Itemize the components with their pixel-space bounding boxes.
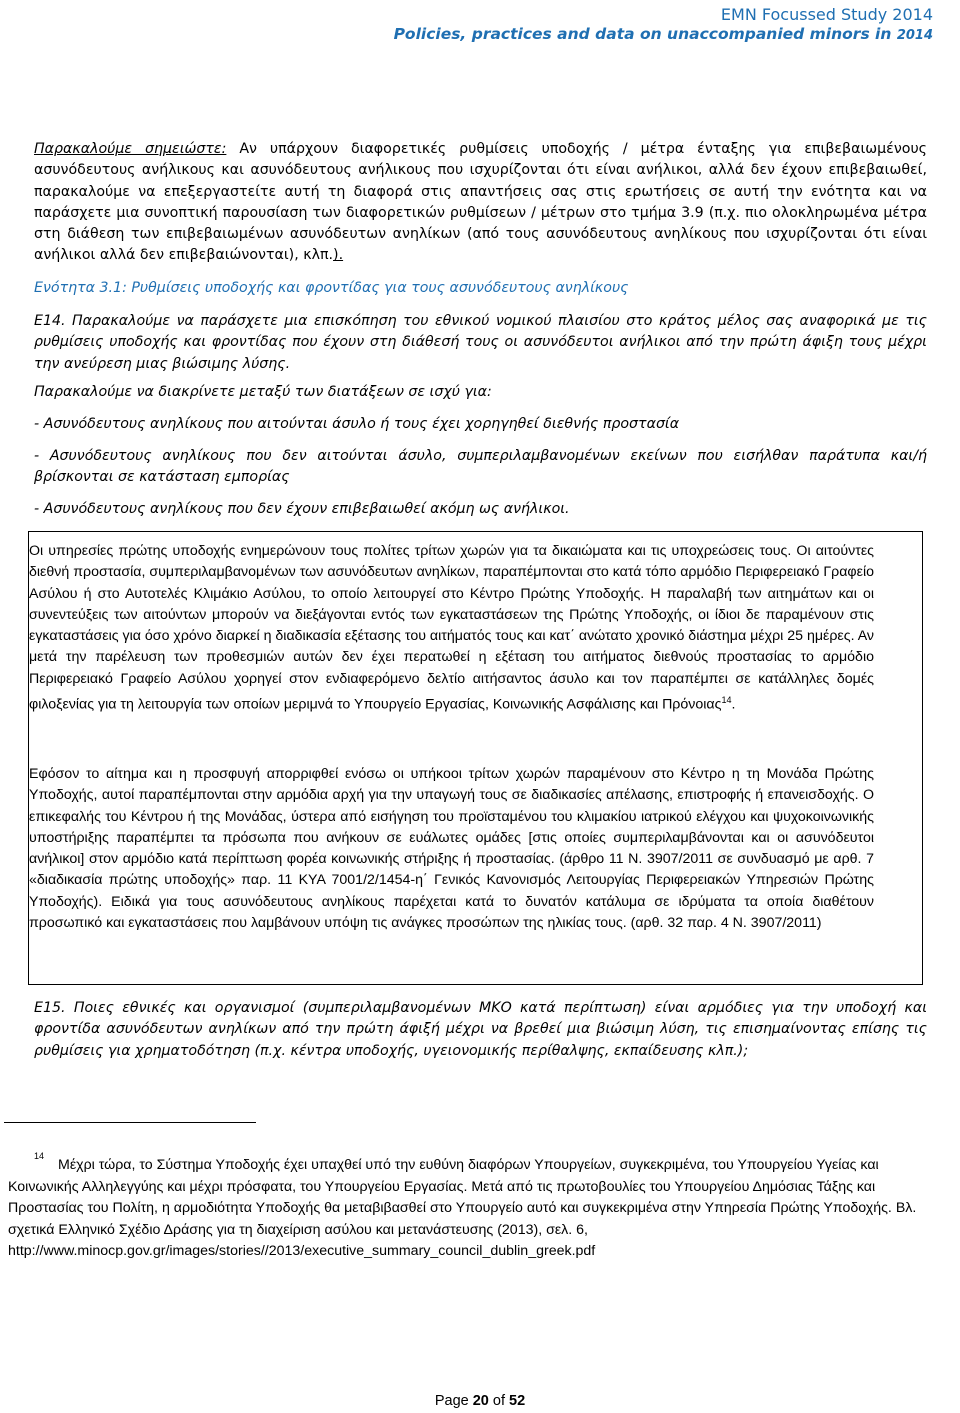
footnote-divider — [4, 1122, 256, 1123]
footnote-reference[interactable]: 14 — [721, 695, 732, 706]
note-tail: ). — [333, 247, 344, 264]
question-14-distinguish: Παρακαλούμε να διακρίνετε μεταξύ των διατάξεων σε ισχύ για: — [34, 384, 492, 400]
footnote-text: Μέχρι τώρα, το Σύστημα Υποδοχής έχει υπαχθεί υπό την ευθύνη διαφόρων Υπουργείων, συγκεκριμένα, του Υπουργείου Υγείας και Κοινωνικής Αλληλεγγύης και μέχρι πρόσφατα, του Υπουργείου Εργασίας. Μετά από τις πρωτοβουλίες του Υπουργείου Δημόσιας Τάξης και Προστασίας του Πολίτη, η αρμοδιότητα Υποδοχής θα μεταβιβασθεί στο Υπουργείο αυτό και συγκεκριμένα στην Υπηρεσία Πρώτης Υποδοχής. Βλ. σχετικά Ελληνικό Σχέδιο Δράσης για τη διαχείριση ασύλου και μετανάστευσης (2013), σελ. 6, — [8, 1157, 917, 1238]
footnote — [8, 1155, 928, 1263]
note-text: Αν υπάρχουν διαφορετικές ρυθμίσεις υποδοχής / μέτρα ένταξης για επιβεβαιωμένους ασυνόδευτους ανήλικους και ασυνόδευτους ανήλικους που ισχυρίζονται ότι είναι ανήλικοι, αλλά δεν έχουν επιβεβαιωθεί, παρακαλούμε να επεξεργαστείτε αυτή τη διαφορά στις απαντήσεις σας στις ερωτήσεις σε αυτή την ενότητα και να παράσχετε μια συνοπτική παρουσίαση των διαφορετικών ρυθμίσεων / μέτρων στο τμήμα 3.9 (π.χ. πιο ολοκληρωμένα μέτρα στη διάθεση των επιβεβαιωμένων ασυνόδευτων ανηλίκων (από τους ασυνόδευτους ανηλίκους που ισχυρίζονται ότι είναι ανήλικοι αλλά δεν επιβεβαιώνονται), κλπ. — [34, 141, 927, 264]
question-15: Ε15. Ποιες εθνικές και οργανισμοί (συμπεριλαμβανομένων ΜΚΟ κατά περίπτωση) είναι αρμόδιες για την υποδοχή και φροντίδα ασυνόδευτων ανηλίκων από την πρώτη άφιξή μέχρι να βρεθεί μια βιώσιμη λύση, τις επισημαίνοντας επίσης τις ρυθμίσεις για χρηματοδότηση (π.χ. κέντρα υποδοχής, υγειονομικής περίθαλψης, εκπαίδευσης κλπ.); — [34, 1000, 927, 1059]
header-subtitle-year: 2014 — [896, 28, 933, 43]
page-footer — [0, 1393, 960, 1409]
answer-paragraph-1-end: . — [731, 696, 736, 713]
header-subtitle — [394, 24, 933, 46]
note-paragraph — [34, 139, 927, 267]
footnote-number-sup: 14 — [34, 1151, 45, 1161]
question-14-item-1: - Ασυνόδευτους ανηλίκους που αιτούνται άσυλο ή τους έχει χορηγηθεί διεθνής προστασία — [34, 416, 680, 432]
answer-paragraph-1 — [29, 541, 874, 716]
page-label: Page — [434, 1393, 473, 1409]
question-14-item-2: - Ασυνόδευτους ανηλίκους που δεν αιτούνται άσυλο, συμπεριλαμβανομένων εκείνων που εισήλθαν παράτυπα και/ή βρίσκονται σε κατάσταση εμπορίας — [34, 448, 927, 486]
question-14-item-3: - Ασυνόδευτους ανηλίκους που δεν έχουν επιβεβαιωθεί ακόμη ως ανήλικοι. — [34, 501, 570, 517]
answer-paragraph-2: Εφόσον το αίτημα και η προσφυγή απορριφθεί ενόσω οι υπήκοοι τρίτων χωρών παραμένουν στο Κέντρο η τη Μονάδα Πρώτης Υποδοχής, αυτοί παραπέμπονται στην αρμόδια αρχή για την υπαγωγή τους σε διαδικασίες απέλασης, επιστροφής ή επανεισδοχής. Ο επικεφαλής του Κέντρου ή της Μονάδας, ύστερα από εισήγηση του προϊσταμένου του κλιμακίου ιατρικού ελέγχου και ψυχοκοινωνικής υποστήριξης παραπέμπει τα πρόσωπα που ανήκουν σε ευάλωτες ομάδες [στις οποίες συμπεριλαμβάνονται και οι ασυνόδευτοι ανήλικοι] στον αρμόδιο κατά περίπτωση φορέα κοινωνικής στήριξης ή προστασίας. (άρθρο 11 Ν. 3907/2011 σε συνδυασμό με αρθ. 7 «διαδικασία πρώτης υποδοχής» παρ. 11 ΚΥΑ 7001/2/1454-η΄ Γενικός Κανονισμός Λειτουργίας Περιφερειακών Υπηρεσιών Πρώτης Υποδοχής). Ειδικά για τους ασυνόδευτους ανηλίκους παρέχεται κατά το δυνατόν κατάλυμα σε ιδρύματα τα οποία διαθέτουν προσωπικό και εγκαταστάσεις που λαμβάνουν υπόψη τις ανάγκες προσώπων της ηλικίας τους. (αρθ. 32 παρ. 4 Ν. 3907/2011) — [29, 766, 874, 932]
header-subtitle-text: Policies, practices and data on unaccompanied minors in — [393, 25, 897, 43]
footnote-url[interactable]: http://www.minocp.gov.gr/images/stories//2013/executive_summary_council_dublin_greek.pdf — [8, 1243, 596, 1259]
page-of-label: of — [488, 1393, 510, 1409]
note-label: Παρακαλούμε σημειώστε: — [34, 141, 227, 157]
question-14: Ε14. Παρακαλούμε να παράσχετε μια επισκόπηση του εθνικού νομικού πλαισίου στο κράτος μέλος σας αναφορικά με τις ρυθμίσεις υποδοχής και φροντίδας που έχουν στη διάθεσή τους οι ασυνόδευτοι ανήλικοι από την πρώτη άφιξη τους μέχρι την ανεύρεση μιας βιώσιμης λύσης. — [34, 313, 927, 372]
header-title: EMN Focussed Study 2014 — [720, 5, 933, 24]
section-title: Ενότητα 3.1: Ρυθμίσεις υποδοχής και φροντίδας για τους ασυνόδευτους ανηλίκους — [34, 280, 629, 296]
page-number: 20 — [472, 1393, 489, 1409]
answer-paragraph-1-text: Οι υπηρεσίες πρώτης υποδοχής ενημερώνουν τους πολίτες τρίτων χωρών για τα δικαιώματα και τις υποχρεώσεις τους. Οι αιτούντες διεθνή προστασία, συμπεριλαμβανομένων των ασυνόδευτων ανηλίκων, παραπέμπονται στο κατά τόπο αρμόδιο Περιφερειακό Γραφείο Ασύλου ή στο Αυτοτελές Κλιμάκιο Ασύλου, το οποίο λειτουργεί στο Κέντρο Πρώτης Υποδοχής. Η παραλαβή των αιτημάτων και οι συνεντεύξεις των αιτούντων μπορούν να διεξάγονται εντός των εγκαταστάσεων της Πρώτης Υποδοχής, οι ίδιοι δε παραμένουν στις εγκαταστάσεις για όσο χρόνο διαρκεί η διαδικασία εξέτασης του αιτήματός τους και κατ΄ ανώτατο χρονικό διάστημα μέχρι 25 ημέρες. Αν μετά την παρέλευση των προθεσμιών αυτών δεν έχει περατωθεί η εξέταση του αιτήματος διεθνούς προστασίας το αρμόδιο Περιφερειακό Γραφείο Ασύλου χορηγεί στον ενδιαφερόμενο δελτίο αιτήσαντος άσυλο και τον παραπέμπει σε κατάλληλες δομές φιλοξενίας για τη λειτουργία των οποίων μεριμνά το Υπουργείο Εργασίας, Κοινωνικής Ασφάλισης και Πρόνοιας — [29, 543, 874, 713]
page-total: 52 — [509, 1393, 526, 1409]
